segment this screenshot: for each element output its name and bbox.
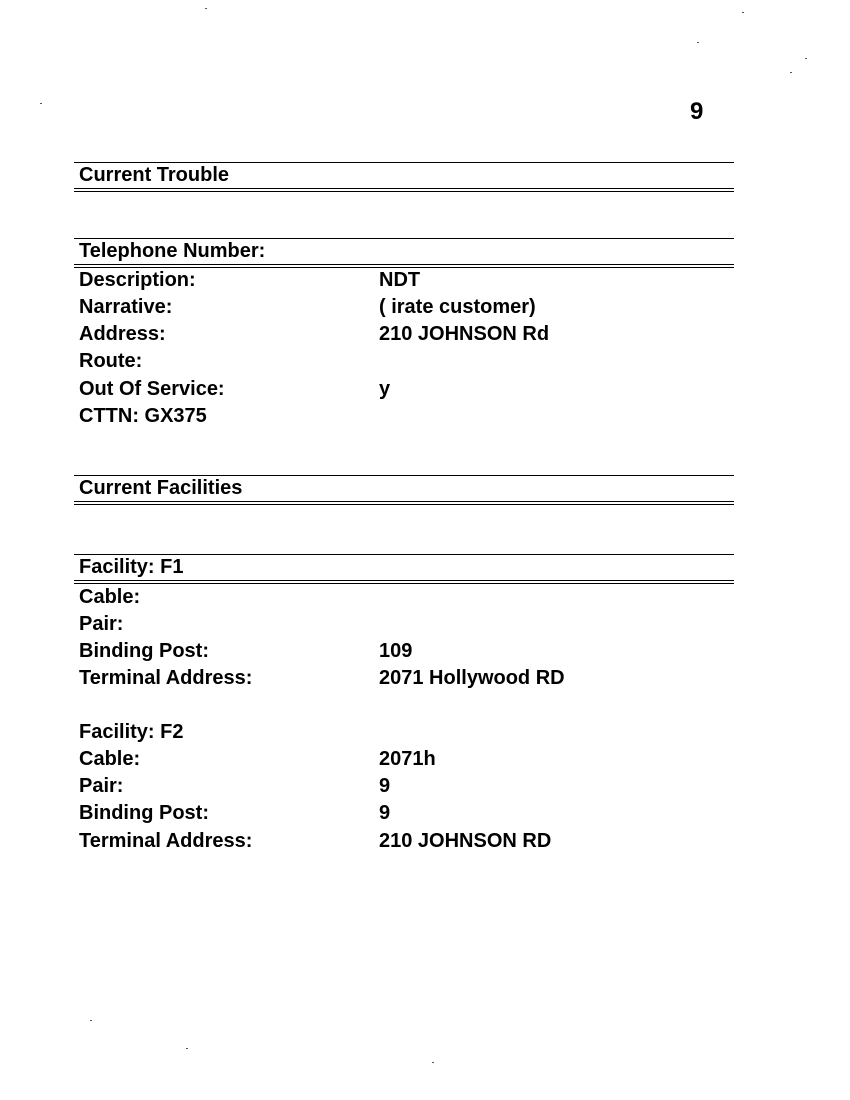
field-label: Binding Post: [79, 802, 209, 824]
facility-f2-title [79, 719, 739, 746]
field-label: Address: [79, 323, 166, 345]
f2-row-cable [79, 746, 739, 773]
scan-speck [90, 1020, 92, 1021]
current-facilities-heading: Current Facilities [79, 477, 243, 499]
field-value: 210 JOHNSON Rd [379, 323, 550, 345]
field-label: Terminal Address: [79, 830, 253, 852]
field-label: Pair: [79, 613, 124, 635]
f1-row-terminal-address [79, 665, 739, 692]
f1-row-pair [79, 611, 739, 638]
telephone-number-header [74, 238, 734, 268]
field-label: Pair: [79, 775, 124, 797]
field-label: Binding Post: [79, 640, 209, 662]
field-value: ( irate customer) [379, 296, 536, 318]
field-row-description [79, 267, 739, 294]
page-number: 9 [690, 98, 704, 125]
field-value: 2071 Hollywood RD [379, 667, 565, 689]
f1-row-cable [79, 584, 739, 611]
field-label: Terminal Address: [79, 667, 253, 689]
current-trouble-heading: Current Trouble [79, 164, 230, 186]
scan-speck [697, 42, 699, 43]
field-label: Narrative: [79, 296, 173, 318]
scan-speck [186, 1048, 188, 1049]
f2-row-pair [79, 773, 739, 800]
field-value: NDT [379, 269, 421, 291]
field-value: 2071h [379, 748, 436, 770]
field-row-out-of-service [79, 376, 739, 403]
field-label: Cable: [79, 748, 141, 770]
telephone-number-label: Telephone Number: [79, 240, 266, 262]
scan-speck [205, 8, 207, 9]
scan-speck [790, 72, 792, 73]
field-label: CTTN: GX375 [79, 405, 207, 427]
facility-f2-title-text: Facility: F2 [79, 721, 184, 743]
facility-f1-header [74, 554, 734, 584]
scan-speck [40, 103, 42, 104]
field-row-cttn [79, 403, 739, 430]
current-trouble-header [74, 162, 734, 192]
field-value: 210 JOHNSON RD [379, 830, 552, 852]
facility-f1-title: Facility: F1 [79, 556, 184, 578]
f2-row-binding-post [79, 800, 739, 827]
scan-speck [805, 58, 807, 59]
field-value: 9 [379, 775, 391, 797]
field-value: y [379, 378, 391, 400]
f1-row-binding-post [79, 638, 739, 665]
current-facilities-header [74, 475, 734, 505]
field-row-route [79, 348, 739, 375]
scan-speck [742, 12, 744, 13]
f2-row-terminal-address [79, 828, 739, 855]
scan-speck [432, 1062, 434, 1063]
field-label: Route: [79, 350, 143, 372]
field-row-narrative [79, 294, 739, 321]
field-label: Description: [79, 269, 196, 291]
field-label: Cable: [79, 586, 141, 608]
field-value: 109 [379, 640, 413, 662]
field-row-address [79, 321, 739, 348]
field-value: 9 [379, 802, 391, 824]
field-label: Out Of Service: [79, 378, 225, 400]
